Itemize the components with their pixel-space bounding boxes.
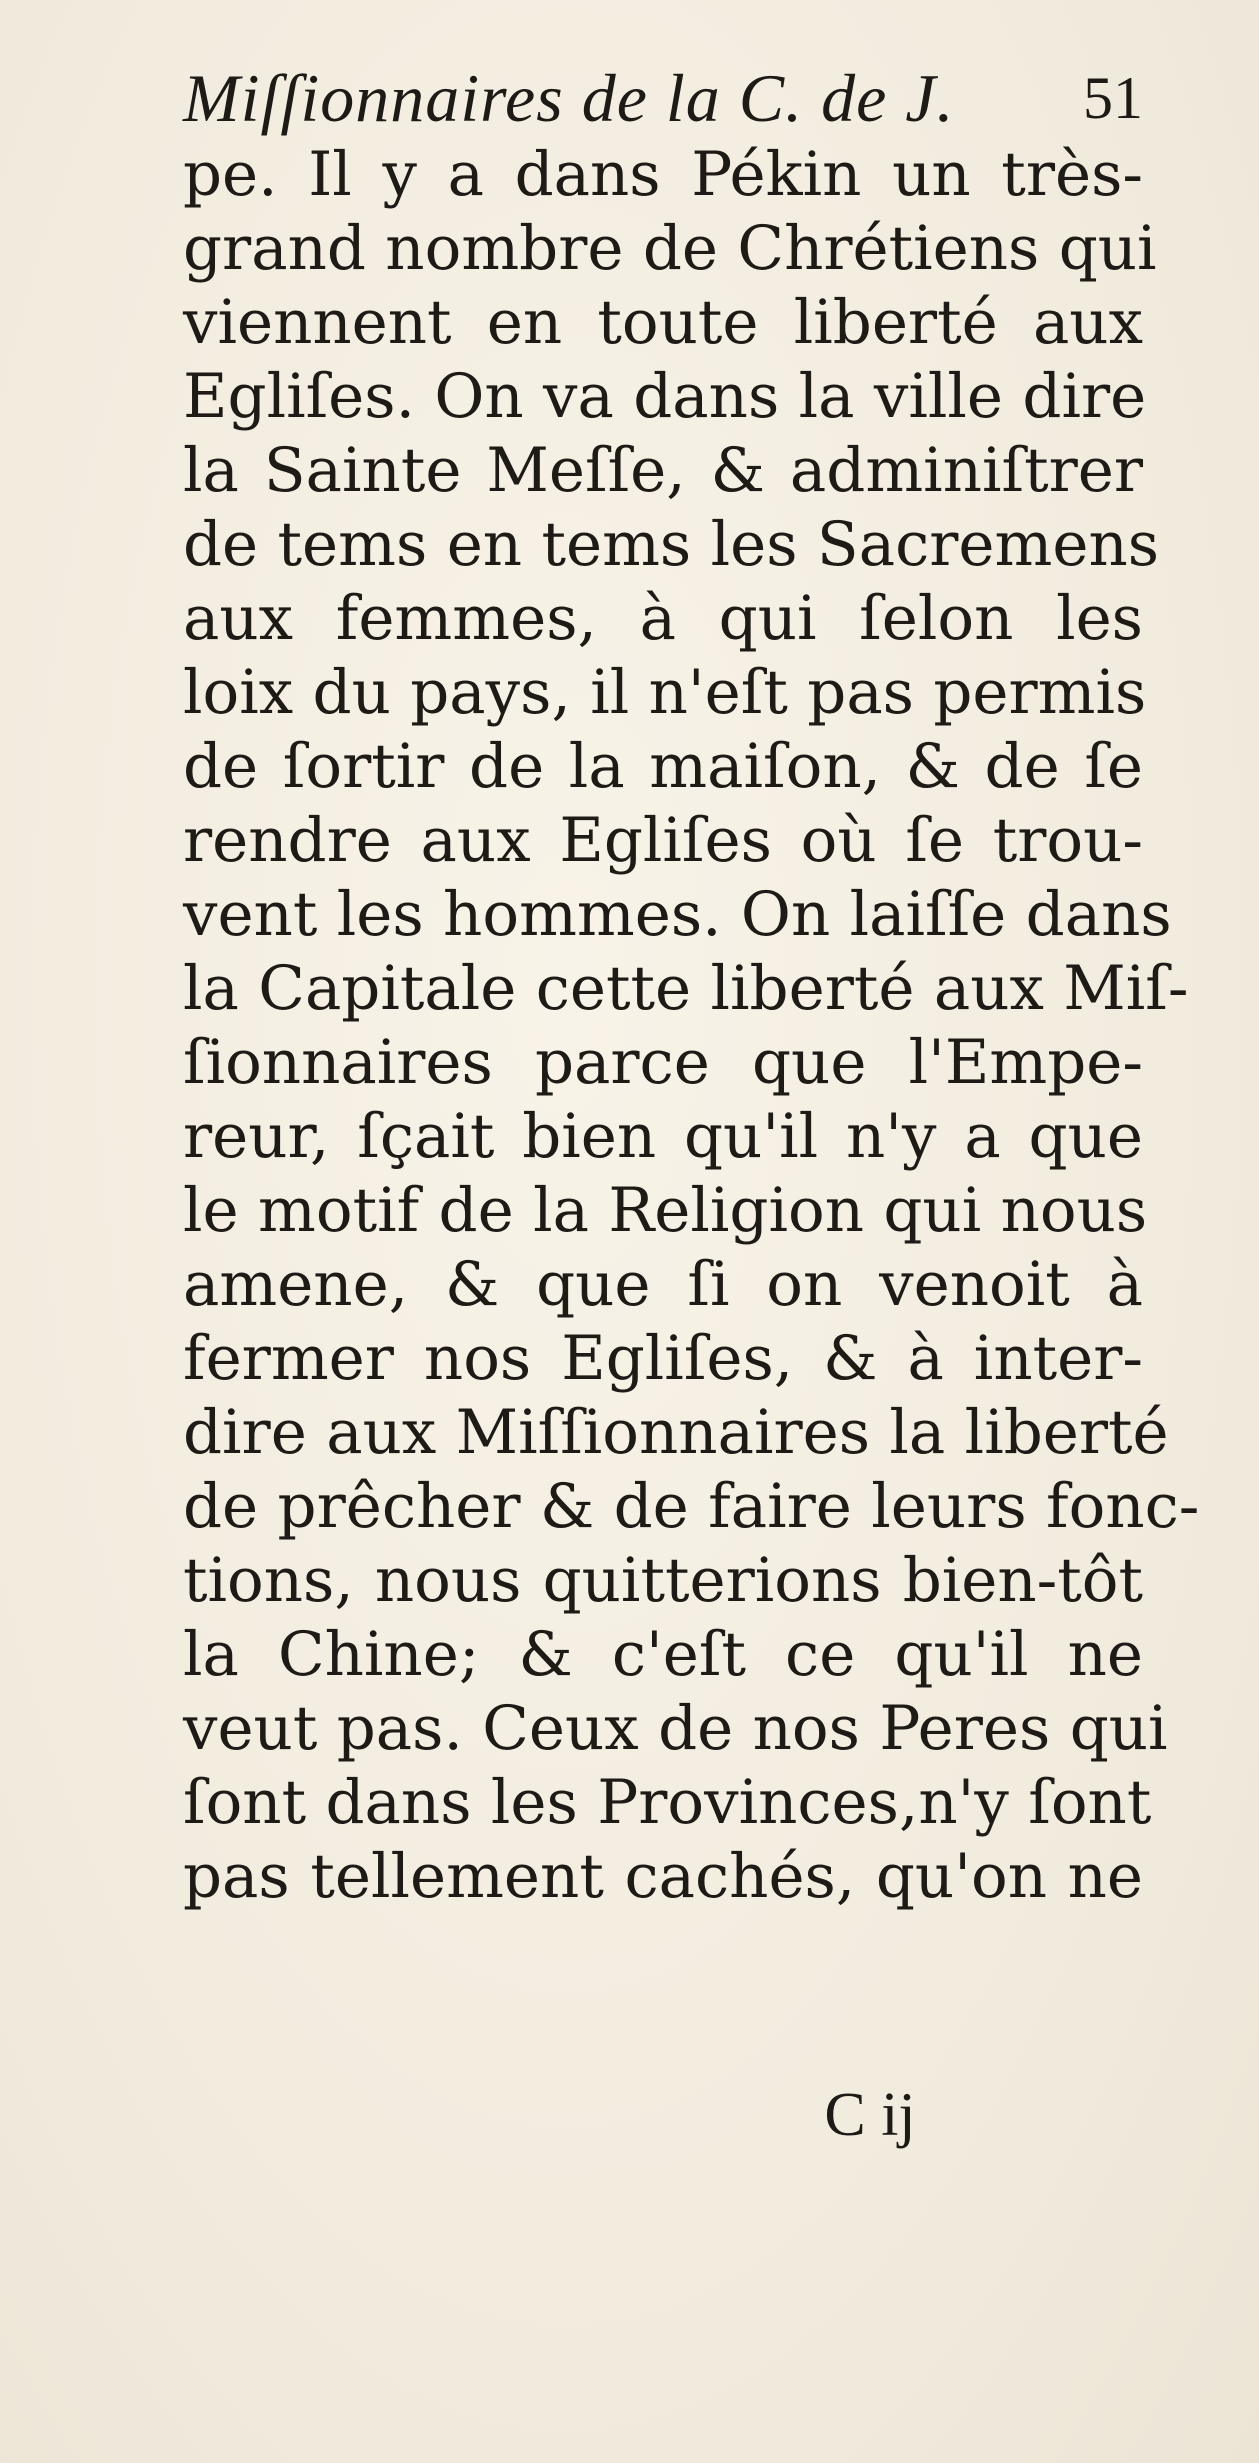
text-line: ſont dans les Provinces,n'y ſont	[183, 1767, 1152, 1838]
text-line: reur, ſçait bien qu'il n'y a que	[183, 1101, 1143, 1172]
running-head	[183, 58, 1143, 138]
text-line: la Chine; & c'eſt ce qu'il ne	[183, 1619, 1143, 1690]
body-text	[183, 138, 1200, 1914]
text-line: ſionnaires parce que l'Empe-	[183, 1027, 1143, 1098]
text-line: dire aux Miſſionnaires la liberté	[183, 1397, 1169, 1468]
text-line: de tems en tems les Sacremens	[183, 509, 1160, 580]
text-line: tions, nous quitterions bien-tôt	[183, 1545, 1143, 1616]
text-line: pe. Il y a dans Pékin un très-	[183, 139, 1143, 210]
text-line: de ſortir de la maiſon, & de ſe	[183, 731, 1143, 802]
text-line: Egliſes. On va dans la ville dire	[183, 361, 1147, 432]
text-line: la Sainte Meſſe, & adminiſtrer	[183, 435, 1143, 506]
text-line: le motif de la Religion qui nous	[183, 1175, 1148, 1246]
text-line: grand nombre de Chrétiens qui	[183, 213, 1157, 284]
text-line: amene, & que ſi on venoit à	[183, 1249, 1143, 1320]
text-line: veut pas. Ceux de nos Peres qui	[183, 1693, 1168, 1764]
running-title: Miſſionnaires de la C. de J.	[183, 60, 955, 136]
page-number: 51	[1083, 65, 1143, 131]
text-line: rendre aux Egliſes où ſe trou-	[183, 805, 1143, 876]
text-line: viennent en toute liberté aux	[183, 287, 1143, 358]
text-line: loix du pays, il n'eſt pas permis	[183, 657, 1147, 728]
text-line: fermer nos Egliſes, & à inter-	[183, 1323, 1143, 1394]
text-line: pas tellement cachés, qu'on ne	[183, 1841, 1143, 1912]
signature-mark: C ij	[824, 2081, 916, 2149]
text-line: vent les hommes. On laiſſe dans	[183, 879, 1172, 950]
text-line: aux femmes, à qui ſelon les	[183, 583, 1143, 654]
text-line: la Capitale cette liberté aux Miſ-	[183, 953, 1189, 1024]
text-line: de prêcher & de faire leurs fonc-	[183, 1471, 1200, 1542]
